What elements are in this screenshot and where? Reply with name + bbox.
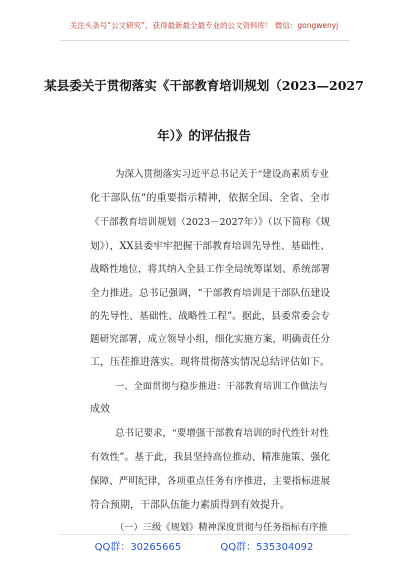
body-line: 《干部教育培训规划（2023－2027年）》（以下简称《规 — [90, 217, 330, 228]
body-line: 总书记要求，“要增强干部教育培训的时代性针对性 — [115, 428, 329, 439]
body-line: 工，压茬推进落实。现将贯彻落实情况总结评估如下。 — [90, 357, 330, 368]
body-line: 划》），XX县委牢牢把握干部教育培训先导性、基础性、 — [90, 241, 330, 252]
body-line: 的先导性、基础性、战略性工程”。据此，县委常委会专 — [90, 311, 330, 322]
subsection-heading-line: （一）三级《规划》精神深度贯彻与任务指标有序推 — [115, 522, 328, 533]
document-title-line-2: 年）》的评估报告 — [157, 128, 251, 143]
body-line: 为深入贯彻落实习近平总书记关于“建设高素质专业 — [115, 169, 329, 180]
body-line: 化干部队伍”的重要指示精神，依据全国、全省、全市 — [90, 193, 330, 204]
footer — [0, 538, 408, 553]
header-banner: 关注头条号“公文研究”，获得最新最全最专业的公文资料库！ 微信：gongwenyj — [69, 21, 339, 30]
footer-qq-group-2: QQ群：535304092 — [220, 542, 314, 553]
body-line: 有效性”。基于此，我县坚持高位推动、精准施策、强化 — [90, 452, 330, 463]
header-divider — [60, 40, 350, 41]
document-title-line-1: 某县委关于贯彻落实《干部教育培训规划（2023—2027 — [44, 78, 364, 93]
body-line: 题研究部署，成立领导小组，细化实施方案，明确责任分 — [90, 334, 330, 345]
footer-qq-group-1: QQ群：30265665 — [94, 542, 182, 553]
body-line: 保障、严明纪律，各项重点任务有序推进，主要指标进展 — [90, 476, 330, 487]
section-heading-line: 成效 — [90, 404, 110, 415]
body-line: 全力推进。总书记强调，“干部教育培训是干部队伍建设 — [90, 288, 330, 299]
footer-divider — [60, 534, 350, 535]
section-heading-line: 一、全面贯彻与稳步推进：干部教育培训工作做法与 — [115, 381, 328, 392]
body-line: 战略性地位，将其纳入全县工作全局统筹谋划、系统部署 — [90, 264, 330, 275]
body-line: 符合预期，干部队伍能力素质得到有效提升。 — [90, 500, 290, 511]
